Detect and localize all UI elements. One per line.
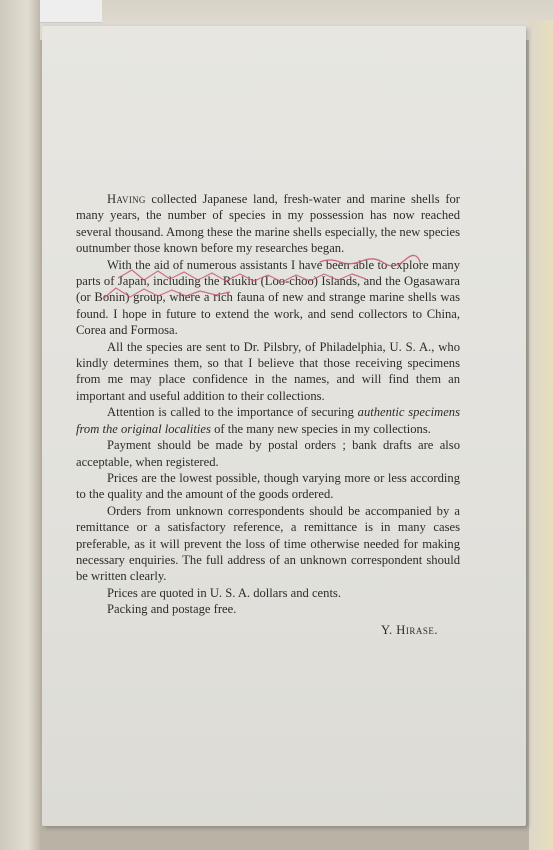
- paper-scrap: [40, 0, 102, 23]
- paragraph-orders: Orders from unknown correspondents should be accompanied by a remittance or a satisfactory reference, a remittance is in many cases preferable, as it will prevent the loss of time otherwise needed for making necessary enquiries. The full address of an unknown correspondent should be written clearly.: [76, 503, 460, 584]
- adjacent-page-right: [529, 20, 553, 850]
- adjacent-page-left: [0, 0, 40, 850]
- paragraph-packing: Packing and postage free.: [107, 602, 237, 617]
- document-page: [42, 26, 526, 826]
- paragraph-currency: Prices are quoted in U. S. A. dollars and cents.: [107, 585, 341, 600]
- paragraph-intro: Having collected Japanese land, fresh-water and marine shells for many years, the number of species in my possession has now reached several thousand. Among these the marine shells especially, the new species outnumber those known before my researches began.: [76, 192, 460, 256]
- body-text: [76, 191, 460, 638]
- signature: Y. Hirase.: [380, 622, 438, 637]
- paragraph-explore: With the aid of numerous assistants I have been able to explore many parts of Japan, including the Riukiu (Loo-choo) Islands, and the Ogasawara (or Bonin) group, where a rich fauna of new and strange marine shells was found. I hope in future to extend the work, and send collectors to China, Corea and Formosa.: [76, 257, 460, 338]
- italic-emphasis: authentic specimens from the original localities: [76, 405, 460, 436]
- paragraph-prices: Prices are the lowest possible, though varying more or less according to the quality and the amount of the goods ordered.: [76, 470, 460, 502]
- paragraph-payment: Payment should be made by postal orders ; bank drafts are also acceptable, when registered.: [76, 438, 460, 469]
- paragraph-attention: Attention is called to the importance of securing authentic specimens from the original localities of the many new species in my collections.: [76, 405, 460, 436]
- paragraph-pilsbry: All the species are sent to Dr. Pilsbry, of Philadelphia, U. S. A., who kindly determines them, so that I believe that those receiving specimens from me may place confidence in the names, and will find them an important and useful addition to their collections.: [76, 339, 460, 403]
- lead-word: Having: [107, 192, 146, 206]
